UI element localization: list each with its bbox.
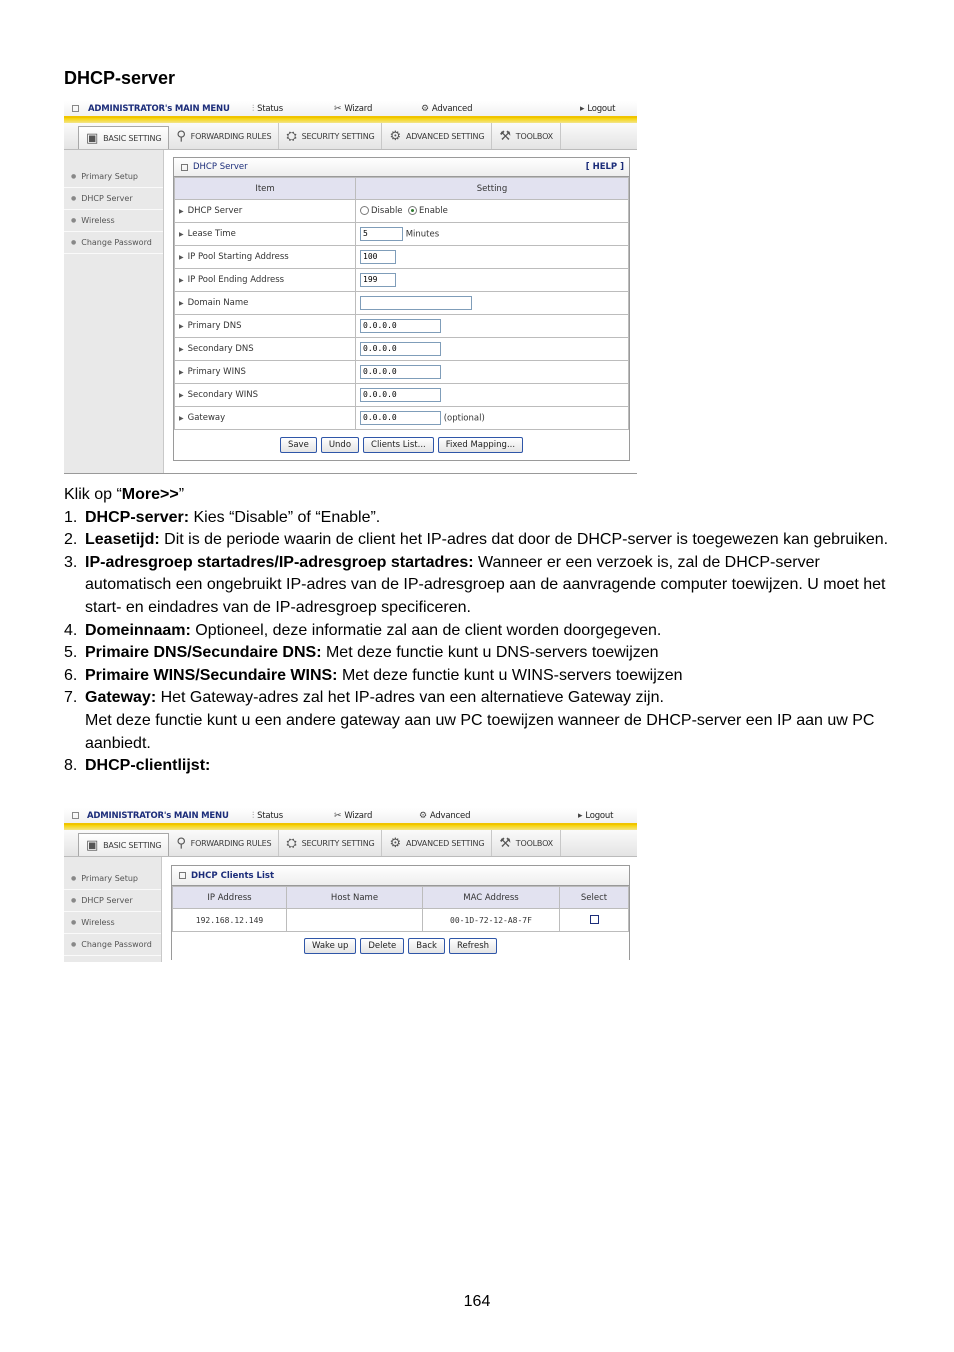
gateway-input[interactable]: 0.0.0.0: [360, 411, 441, 425]
list-item: 1. DHCP-server: Kies “Disable” of “Enable”.: [64, 508, 381, 526]
sidebar-item-change-password[interactable]: [64, 934, 161, 956]
column-header-host-name: Host Name: [287, 887, 423, 909]
bullet-icon: ●: [71, 897, 77, 904]
tab-security-setting[interactable]: [279, 123, 382, 149]
row-label: Secondary DNS: [187, 344, 254, 354]
instruction-text: [64, 484, 894, 778]
menu-square-icon: [72, 812, 79, 819]
security-icon: ⛭: [286, 128, 297, 144]
router-sidebar: [64, 150, 164, 474]
primary-wins-input[interactable]: 0.0.0.0: [360, 365, 441, 379]
dhcp-clients-panel: [171, 865, 630, 960]
tab-security-setting[interactable]: [279, 830, 382, 856]
tab-label: ADVANCED SETTING: [405, 131, 485, 141]
disable-label: Disable: [371, 206, 403, 216]
triangle-right-icon: ▶: [179, 231, 184, 238]
status-link[interactable]: [252, 811, 283, 821]
intro-line: Klik op “More>>”: [64, 486, 185, 503]
list-item: 2. Leasetijd: Dit is de periode waarin de client het IP-adres dat door de DHCP-server is toegewezen kan gebruiken.: [64, 531, 889, 549]
help-link[interactable]: [ HELP ]: [585, 162, 624, 172]
list-item: 5. Primaire DNS/Secundaire DNS: Met deze functie kunt u DNS-servers toewijzen: [64, 644, 659, 662]
wizard-label: Wizard: [344, 811, 373, 821]
client-host-cell: [287, 909, 423, 932]
page-heading: DHCP-server: [64, 68, 176, 88]
arrow-right-icon: ▸: [580, 104, 585, 114]
tab-basic-setting[interactable]: [78, 833, 169, 856]
wizard-link[interactable]: [334, 811, 372, 821]
table-row: [175, 407, 629, 430]
triangle-right-icon: ▶: [179, 208, 184, 215]
tab-forwarding-rules[interactable]: [169, 123, 279, 149]
list-item: 7. Gateway: Het Gateway-adres zal het IP-adres van een alternatieve Gateway zijn. Met deze functie kunt u een andere gateway aan uw PC toewijzen wanneer de DHCP-server een IP aan uw PC aanbiedt.: [64, 689, 875, 752]
bullet-icon: ●: [71, 195, 77, 202]
advanced-label: Advanced: [431, 104, 473, 114]
forwarding-icon: ⚲: [176, 128, 186, 144]
row-label: Secondary WINS: [187, 390, 259, 400]
panel-square-icon: [181, 164, 188, 171]
table-row: [175, 338, 629, 361]
triangle-right-icon: ▶: [179, 300, 184, 307]
client-ip-cell: 192.168.12.149: [173, 909, 287, 932]
tab-forwarding-rules[interactable]: [169, 830, 279, 856]
sidebar-item-dhcp-server[interactable]: [64, 188, 163, 210]
wizard-label: Wizard: [344, 104, 373, 114]
sidebar-item-label: Wireless: [81, 216, 115, 225]
status-link[interactable]: [252, 104, 283, 114]
dhcp-server-panel: [173, 157, 630, 461]
table-row: [175, 292, 629, 315]
toolbox-icon: ⚒: [499, 128, 511, 144]
router-topbar: [64, 808, 637, 825]
sidebar-item-label: Primary Setup: [81, 172, 138, 181]
advanced-setting-icon: ⚙: [389, 835, 401, 851]
table-row: [175, 361, 629, 384]
row-label: DHCP Server: [187, 206, 243, 216]
sidebar-item-wireless[interactable]: [64, 210, 163, 232]
status-icon: ⫶: [252, 104, 255, 114]
enable-label: Enable: [418, 206, 448, 216]
back-button[interactable]: Back: [408, 938, 445, 954]
bullet-icon: ●: [71, 217, 77, 224]
bullet-icon: ●: [71, 941, 77, 948]
admin-main-menu-link[interactable]: ADMINISTRATOR's MAIN MENU: [87, 811, 229, 821]
tab-basic-setting[interactable]: [78, 126, 169, 149]
column-header-item: Item: [175, 178, 356, 200]
sidebar-item-change-password[interactable]: [64, 232, 163, 254]
security-icon: ⛭: [286, 835, 297, 851]
logout-label: Logout: [587, 104, 616, 114]
triangle-right-icon: ▶: [179, 392, 184, 399]
folder-icon: ▣: [86, 837, 99, 853]
domain-name-input[interactable]: [360, 296, 472, 310]
table-row: [175, 269, 629, 292]
triangle-right-icon: ▶: [179, 254, 184, 261]
sidebar-item-label: Primary Setup: [81, 874, 138, 883]
tab-label: TOOLBOX: [515, 131, 553, 141]
menu-square-icon: [72, 105, 79, 112]
row-label: IP Pool Ending Address: [187, 275, 285, 285]
tab-label: FORWARDING RULES: [190, 131, 272, 141]
page-number: 164: [463, 1293, 491, 1310]
advanced-setting-icon: ⚙: [389, 128, 401, 144]
fixed-mapping-button[interactable]: Fixed Mapping...: [438, 437, 523, 453]
list-item: 4. Domeinnaam: Optioneel, deze informatie zal aan de client worden doorgegeven.: [64, 621, 662, 639]
column-header-select: Select: [560, 887, 629, 909]
select-checkbox[interactable]: [590, 915, 599, 924]
refresh-button[interactable]: Refresh: [449, 938, 497, 954]
disable-radio[interactable]: [360, 206, 369, 215]
list-item: 6. Primaire WINS/Secundaire WINS: Met deze functie kunt u WINS-servers toewijzen: [64, 666, 683, 684]
row-label: Primary DNS: [187, 321, 242, 331]
sidebar-item-label: DHCP Server: [81, 194, 133, 203]
router-dhcp-server-screenshot: [64, 101, 637, 474]
panel-title: DHCP Server: [193, 162, 248, 172]
dhcp-button-row: [174, 430, 629, 460]
router-tabs: [64, 830, 637, 857]
wizard-icon: ✂: [334, 811, 342, 821]
tab-toolbox[interactable]: [492, 830, 561, 856]
table-row: [175, 384, 629, 407]
arrow-right-icon: ▸: [578, 811, 583, 821]
row-label: Primary WINS: [187, 367, 246, 377]
row-label: Lease Time: [187, 229, 236, 239]
row-label: Gateway: [187, 413, 226, 423]
advanced-link[interactable]: [421, 104, 472, 114]
clients-button-row: [172, 932, 629, 960]
secondary-dns-input[interactable]: 0.0.0.0: [360, 342, 441, 356]
dhcp-clients-table: [172, 886, 629, 932]
sidebar-item-dhcp-server[interactable]: [64, 890, 161, 912]
router-tabs: [64, 123, 637, 150]
status-label: Status: [257, 104, 283, 114]
tab-label: TOOLBOX: [515, 838, 553, 848]
client-mac-cell: 00-1D-72-12-A8-7F: [423, 909, 560, 932]
minutes-label: Minutes: [405, 229, 440, 240]
tab-advanced-setting[interactable]: [382, 830, 492, 856]
bullet-icon: ●: [71, 173, 77, 180]
row-label: Domain Name: [187, 298, 249, 308]
table-row: [175, 246, 629, 269]
triangle-right-icon: ▶: [179, 346, 184, 353]
tab-label: BASIC SETTING: [103, 840, 162, 850]
delete-button[interactable]: Delete: [360, 938, 404, 954]
sidebar-item-primary-setup[interactable]: [64, 868, 161, 890]
bullet-icon: ●: [71, 239, 77, 246]
toolbox-icon: ⚒: [499, 835, 511, 851]
advanced-icon: ⚙: [419, 811, 427, 821]
advanced-label: Advanced: [429, 811, 471, 821]
list-item: 3. IP-adresgroep startadres/IP-adresgroep startadres: Wanneer er een verzoek is, zal de DHCP-server automatisch een ongebruikt IP-adres van de IP-adresgroep aan de aanvragende computer toewijzen. U moet het start- en eindadres van de IP-adresgroep specificeren.: [64, 553, 886, 616]
panel-title: DHCP Clients List: [191, 870, 275, 881]
tab-label: SECURITY SETTING: [301, 838, 375, 848]
logout-label: Logout: [585, 811, 614, 821]
panel-square-icon: [179, 872, 186, 879]
triangle-right-icon: ▶: [179, 277, 184, 284]
row-label: IP Pool Starting Address: [187, 252, 289, 262]
sidebar-item-primary-setup[interactable]: [64, 166, 163, 188]
clients-list-button[interactable]: Clients List...: [363, 437, 434, 453]
wizard-link[interactable]: [334, 104, 372, 114]
admin-main-menu-link[interactable]: ADMINISTRATOR's MAIN MENU: [88, 104, 230, 114]
dhcp-panel-title-bar: [174, 158, 629, 177]
sidebar-item-label: Wireless: [81, 918, 115, 927]
router-topbar: [64, 101, 637, 118]
triangle-right-icon: ▶: [179, 323, 184, 330]
status-label: Status: [257, 811, 283, 821]
dhcp-settings-table: [174, 177, 629, 430]
tab-toolbox[interactable]: [492, 123, 561, 149]
list-item: 8. DHCP-clientlijst:: [64, 757, 211, 775]
column-header-ip-address: IP Address: [173, 887, 287, 909]
enable-radio[interactable]: [408, 206, 417, 215]
triangle-right-icon: ▶: [179, 369, 184, 376]
tab-label: SECURITY SETTING: [301, 131, 375, 141]
logout-link[interactable]: [580, 104, 615, 114]
folder-icon: ▣: [86, 130, 99, 146]
sidebar-item-wireless[interactable]: [64, 912, 161, 934]
secondary-wins-input[interactable]: 0.0.0.0: [360, 388, 441, 402]
pool-start-input[interactable]: 100: [360, 250, 396, 264]
advanced-icon: ⚙: [421, 104, 429, 114]
clients-panel-title-bar: [172, 866, 629, 886]
table-row: [175, 200, 629, 223]
sidebar-item-label: DHCP Server: [81, 896, 133, 905]
sidebar-item-label: Change Password: [81, 238, 152, 247]
triangle-right-icon: ▶: [179, 415, 184, 422]
optional-label: (optional): [443, 413, 485, 424]
column-header-setting: Setting: [356, 178, 629, 200]
bullet-icon: ●: [71, 919, 77, 926]
wizard-icon: ✂: [334, 104, 342, 114]
undo-button[interactable]: Undo: [321, 437, 359, 453]
table-row: [175, 315, 629, 338]
bullet-icon: ●: [71, 875, 77, 882]
tab-label: BASIC SETTING: [103, 133, 162, 143]
primary-dns-input[interactable]: 0.0.0.0: [360, 319, 441, 333]
tab-label: FORWARDING RULES: [190, 838, 272, 848]
router-dhcp-clients-screenshot: [64, 808, 637, 962]
logout-link[interactable]: [578, 811, 613, 821]
status-icon: ⫶: [252, 811, 255, 821]
table-row: [175, 223, 629, 246]
sidebar-item-label: Change Password: [81, 940, 152, 949]
save-button[interactable]: Save: [280, 437, 317, 453]
tab-label: ADVANCED SETTING: [405, 838, 485, 848]
table-row: [173, 909, 629, 932]
pool-end-input[interactable]: 199: [360, 273, 396, 287]
column-header-mac-address: MAC Address: [423, 887, 560, 909]
router-sidebar: [64, 857, 162, 962]
wake-up-button[interactable]: Wake up: [304, 938, 356, 954]
forwarding-icon: ⚲: [176, 835, 186, 851]
advanced-link[interactable]: [419, 811, 470, 821]
tab-advanced-setting[interactable]: [382, 123, 492, 149]
lease-time-input[interactable]: 5: [360, 227, 403, 241]
